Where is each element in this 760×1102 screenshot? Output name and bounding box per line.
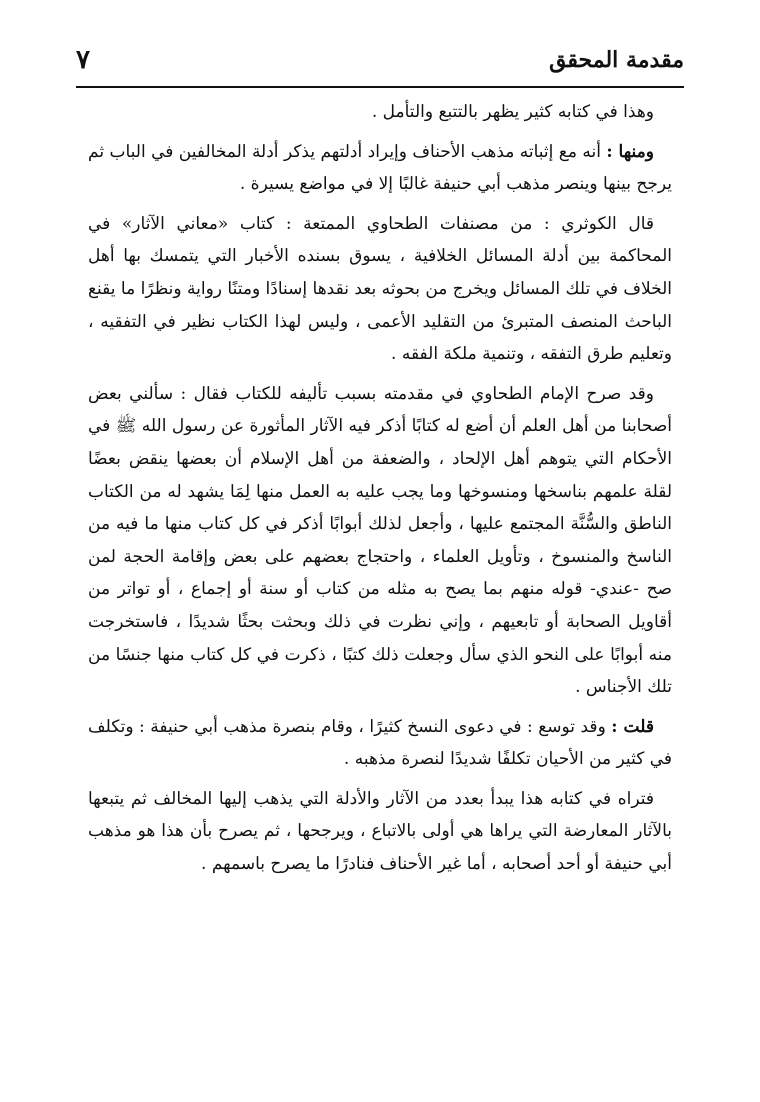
paragraph-4 [88, 378, 672, 704]
paragraph-5 [88, 711, 672, 776]
paragraph-5-lead: قلت : [611, 716, 654, 737]
paragraph-6-text: فتراه في كتابه هذا يبدأ بعدد من الآثار والأدلة التي يذهب إليها المخالف ثم يتبعها بالآثار المعارضة التي يراها هي أولى بالاتباع ، ويرجحها ، ثم يصرح بأن هذا هو مذهب أبي حنيفة أو أحد أصحابه ، أما غير الأحناف فنادرًا ما يصرح باسمهم . [88, 788, 672, 875]
paragraph-6 [88, 783, 672, 881]
body-text [88, 96, 672, 888]
paragraph-2-text: أنه مع إثباته مذهب الأحناف وإيراد أدلتهم يذكر أدلة المخالفين في الباب ثم يرجح بينها وينصر مذهب أبي حنيفة غالبًا إلا في مواضع يسيرة . [88, 141, 672, 195]
page-number: ٧ [76, 45, 90, 75]
header-rule [76, 86, 684, 88]
running-header [76, 38, 684, 82]
paragraph-5-text: وقد توسع : في دعوى النسخ كثيرًا ، وقام بنصرة مذهب أبي حنيفة : وتكلف في كثير من الأحيان تكلفًا شديدًا لنصرة مذهبه . [88, 716, 672, 770]
paragraph-2-lead: ومنها : [606, 141, 654, 162]
chapter-title: مقدمة المحقق [549, 47, 684, 73]
paragraph-1 [88, 96, 672, 129]
paragraph-3-text: قال الكوثري : من مصنفات الطحاوي الممتعة : كتاب «معاني الآثار» في المحاكمة بين أدلة المسائل الخلافية ، يسوق بسنده الأخبار التي يتمسك بها أهل الخلاف في تلك المسائل ويخرج من بحوثه بعد نقدها إسنادًا ومتنًا رواية ونظرًا ما يقنع الباحث المنصف المتبرئ من التقليد الأعمى ، وليس لهذا الكتاب نظير في التفقيه ، وتعليم طرق التفقه ، وتنمية ملكة الفقه . [88, 213, 672, 365]
paragraph-1-text: وهذا في كتابه كثير يظهر بالتتبع والتأمل . [371, 102, 654, 122]
paragraph-2 [88, 136, 672, 201]
paragraph-3 [88, 208, 672, 371]
paragraph-4-text: وقد صرح الإمام الطحاوي في مقدمته بسبب تأليفه للكتاب فقال : سألني بعض أصحابنا من أهل العلم أن أضع له كتابًا أذكر فيه الآثار المأثورة عن رسول الله ﷺ في الأحكام التي يتوهم أهل الإلحاد ، والضعفة من أهل الإسلام أن بعضها ينقض بعضًا لقلة علمهم بناسخها ومنسوخها وما يجب عليه به العمل منها لِمَا يشهد له من الكتاب الناطق والسُّنَّة المجتمع عليها ، وأجعل لذلك أبوابًا أذكر في كل كتاب منها ما فيه من الناسخ والمنسوخ ، وتأويل العلماء ، واحتجاج بعضهم على بعض وإقامة الحجة لمن صح -عندي- قوله منهم بما يصح به مثله من كتاب أو سنة أو إجماع ، أو تواتر من أقاويل الصحابة أو تابعيهم ، وإني نظرت في ذلك وبحثت بحثًا شديدًا ، فاستخرجت منه أبوابًا على النحو الذي سأل وجعلت ذلك كتبًا ، ذكرت في كل كتاب منها جنسًا من تلك الأجناس . [88, 383, 672, 698]
